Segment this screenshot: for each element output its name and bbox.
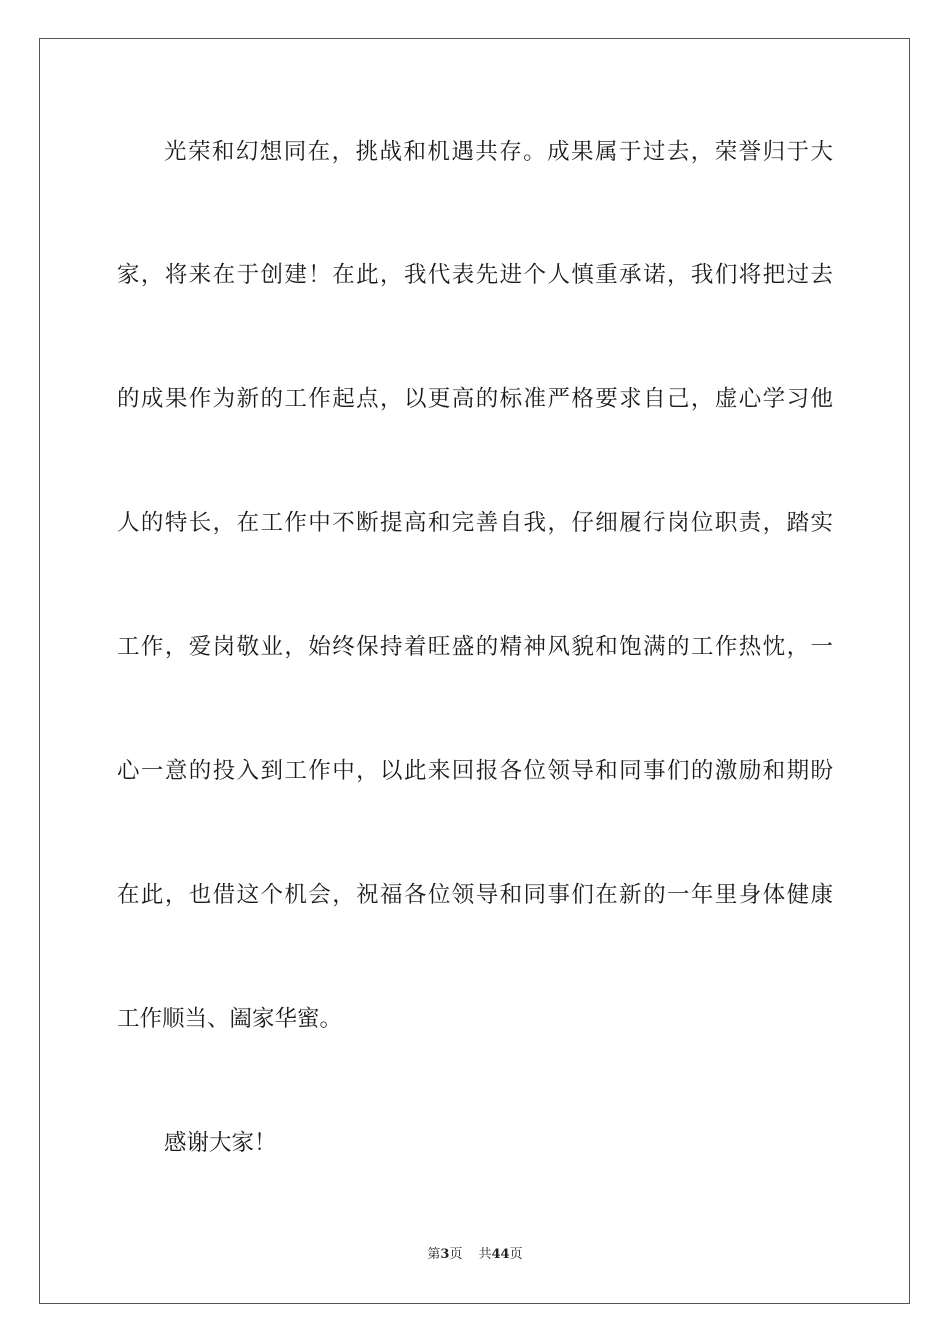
body-line-2: 家，将来在于创建！在此，我代表先进个人慎重承诺，我们将把过去 [117, 262, 833, 288]
body-line-3: 的成果作为新的工作起点，以更高的标准严格要求自己，虚心学习他 [117, 386, 833, 412]
page-footer [0, 1246, 950, 1264]
page-frame [39, 38, 910, 1304]
body-line-1: 光荣和幻想同在，挑战和机遇共存。成果属于过去，荣誉归于大 [164, 139, 833, 165]
body-line-6: 心一意的投入到工作中，以此来回报各位领导和同事们的激励和期盼 [117, 758, 833, 784]
closing-line: 感谢大家！ [164, 1130, 277, 1156]
body-line-7: 在此，也借这个机会，祝福各位领导和同事们在新的一年里身体健康 [117, 882, 833, 908]
body-line-5: 工作，爱岗敬业，始终保持着旺盛的精神风貌和饱满的工作热忱，一 [117, 634, 833, 660]
page-number: 3 [440, 1247, 450, 1262]
page-suffix: 页 [449, 1247, 463, 1262]
body-line-8: 工作顺当、阖家华蜜。 [117, 1006, 343, 1032]
total-prefix: 共 [478, 1247, 492, 1262]
body-line-4: 人的特长，在工作中不断提高和完善自我，仔细履行岗位职责，踏实 [117, 510, 833, 536]
total-suffix: 页 [509, 1247, 523, 1262]
page-prefix: 第 [427, 1247, 441, 1262]
total-pages: 44 [491, 1247, 510, 1262]
